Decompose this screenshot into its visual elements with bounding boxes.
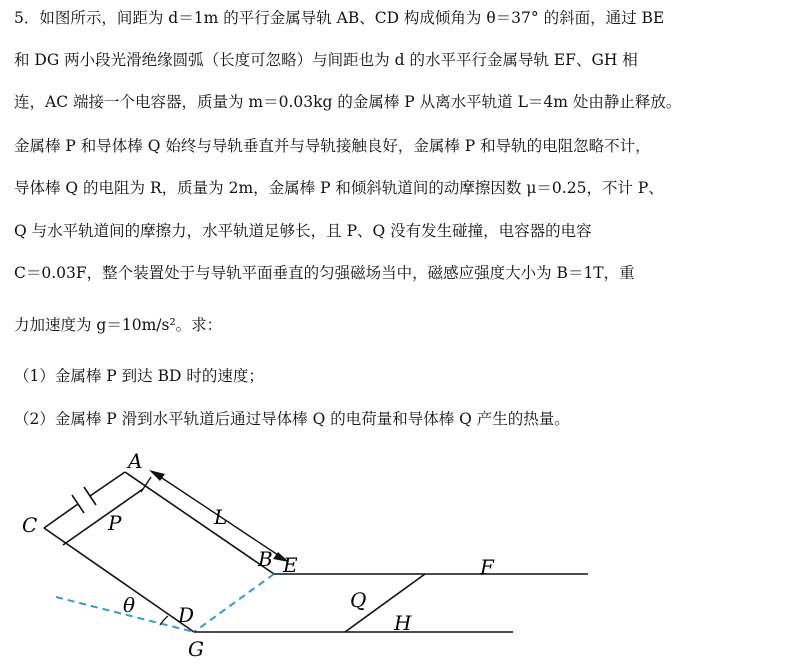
rail-diagram [18, 444, 593, 667]
label-l: L [214, 505, 228, 529]
label-f: F [480, 555, 494, 579]
problem-line-6: Q 与水平轨道间的摩擦力，水平轨道足够长，且 P、Q 没有发生碰撞，电容器的电容 [14, 222, 592, 240]
label-e: E [283, 553, 298, 577]
problem-line-4: 金属棒 P 和导体棒 Q 始终与导轨垂直并与导轨接触良好，金属棒 P 和导轨的电阻忽略不计， [14, 137, 651, 155]
problem-line-1: 5．如图所示，间距为 d＝1m 的平行金属导轨 AB、CD 构成倾角为 θ＝37° 的斜面，通过 BE [14, 9, 665, 27]
capacitor-plate-2 [84, 487, 96, 505]
label-b: B [258, 547, 273, 571]
problem-line-5: 导体棒 Q 的电阻为 R，质量为 2m，金属棒 P 和倾斜轨道间的动摩擦因数 μ＝0.25，不计 P、 [14, 179, 664, 197]
rail-ab [125, 472, 274, 574]
dashed-arc-be [194, 574, 274, 632]
problem-line-2: 和 DG 两小段光滑绝缘圆弧（长度可忽略）与间距也为 d 的水平平行金属导轨 EF、GH 相 [14, 51, 638, 69]
length-arrow-head-top [149, 470, 165, 481]
rail-cd [44, 528, 194, 632]
label-theta: θ [123, 593, 136, 617]
label-q: Q [350, 588, 367, 612]
label-g: G [188, 637, 204, 661]
label-d: D [178, 603, 195, 627]
question-1: （1）金属棒 P 到达 BD 时的速度； [14, 367, 264, 385]
problem-line-7: C＝0.03F，整个装置处于与导轨平面垂直的匀强磁场当中，磁感应强度大小为 B＝1T，重 [14, 264, 635, 282]
rod-ac-right [90, 472, 125, 496]
problem-line-8: 力加速度为 g＝10m/s²。求： [14, 316, 223, 334]
problem-line-3: 连，AC 端接一个电容器，质量为 m＝0.03kg 的金属棒 P 从离水平轨道 L＝4m 处由静止释放。 [14, 93, 682, 111]
rod-ac-left [44, 504, 78, 528]
question-2: （2）金属棒 P 滑到水平轨道后通过导体棒 Q 的电荷量和导体棒 Q 产生的热量。 [14, 410, 570, 428]
label-c: C [22, 513, 38, 537]
capacitor-plate-1 [72, 495, 84, 513]
label-p: P [108, 511, 122, 535]
metal-rod-p [63, 489, 143, 545]
label-a: A [128, 449, 143, 473]
label-h: H [394, 611, 412, 635]
